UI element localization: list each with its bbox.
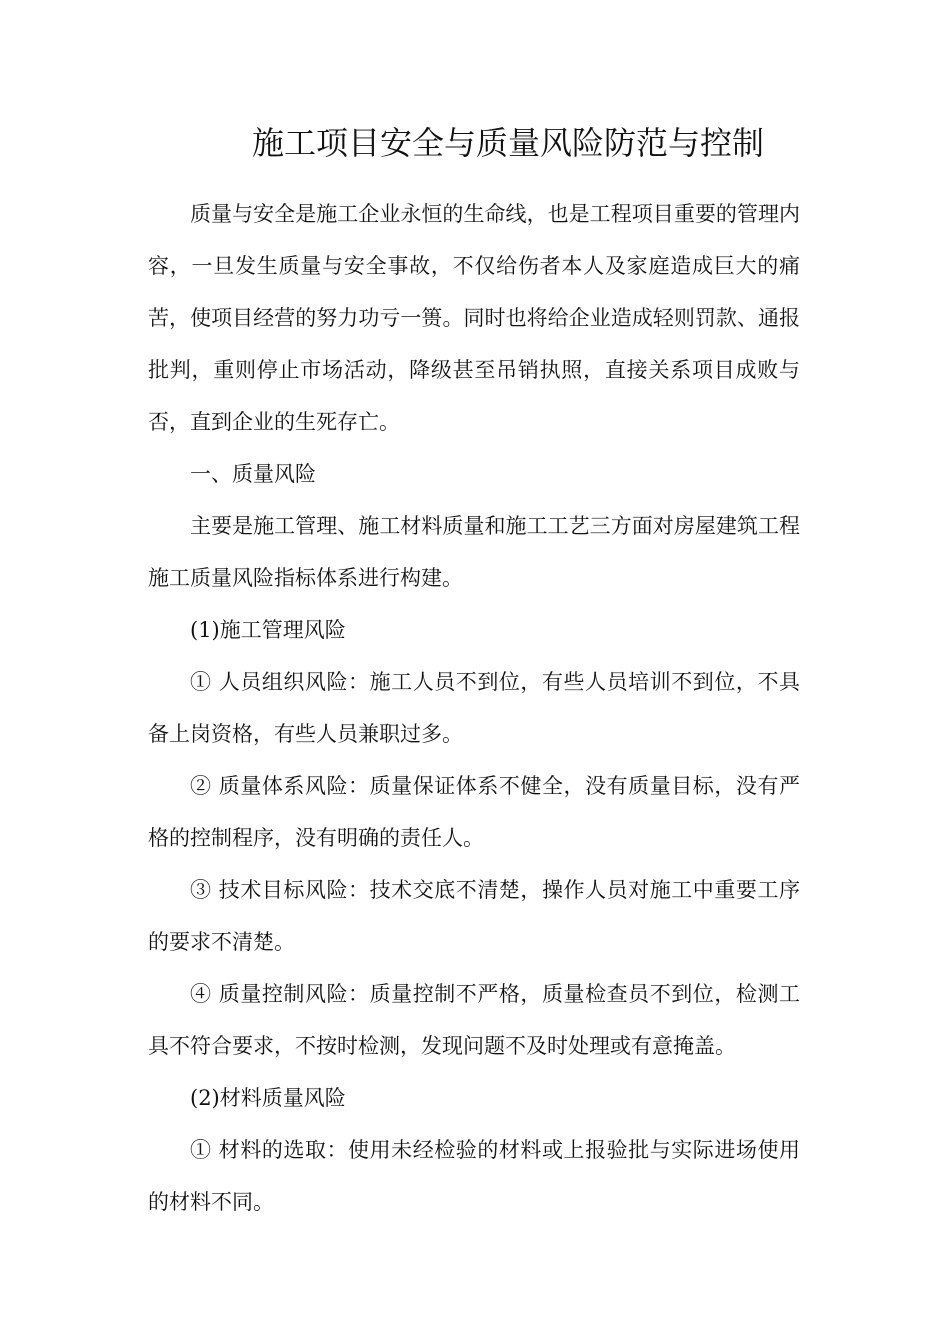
document-body (148, 188, 800, 1228)
list-item-personnel-risk: ① 人员组织风险：施工人员不到位，有些人员培训不到位，不具备上岗资格，有些人员兼职过多。 (148, 670, 800, 746)
section-summary-paragraph: 主要是施工管理、施工材料质量和施工工艺三方面对房屋建筑工程施工质量风险指标体系进行构建。 (148, 514, 800, 590)
intro-paragraph: 质量与安全是施工企业永恒的生命线，也是工程项目重要的管理内容，一旦发生质量与安全事故，不仅给伤者本人及家庭造成巨大的痛苦，使项目经营的努力功亏一篑。同时也将给企业造成轻则罚款、通报批判，重则停止市场活动，降级甚至吊销执照，直接关系项目成败与否，直到企业的生死存亡。 (148, 202, 800, 434)
list-item-material-selection: ① 材料的选取：使用未经检验的材料或上报验批与实际进场使用的材料不同。 (148, 1138, 800, 1214)
section-heading-quality-risk: 一、质量风险 (190, 462, 316, 486)
list-item-quality-control-risk: ④ 质量控制风险：质量控制不严格，质量检查员不到位，检测工具不符合要求，不按时检测，发现问题不及时处理或有意掩盖。 (148, 982, 800, 1058)
subsection-heading-material-risk: (2)材料质量风险 (190, 1086, 346, 1110)
document-title: 施工项目安全与质量风险防范与控制 (251, 124, 764, 162)
subsection-heading-management-risk: (1)施工管理风险 (190, 618, 346, 642)
list-item-quality-system-risk: ② 质量体系风险：质量保证体系不健全，没有质量目标，没有严格的控制程序，没有明确的责任人。 (148, 774, 800, 850)
list-item-technical-target-risk: ③ 技术目标风险：技术交底不清楚，操作人员对施工中重要工序的要求不清楚。 (148, 878, 800, 954)
